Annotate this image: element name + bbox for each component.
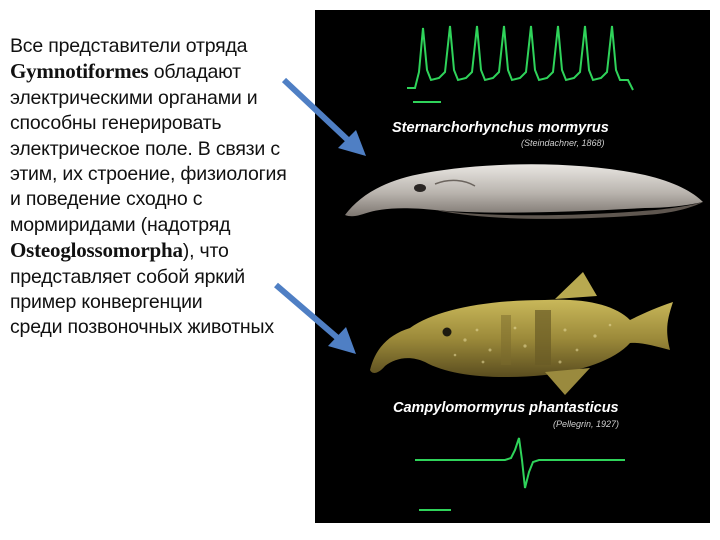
species-caption-top: Sternarchorhynchus mormyrus	[392, 120, 609, 136]
text-line: электрическими органами и	[10, 86, 258, 109]
taxon-gymnotiformes: Gymnotiformes	[10, 59, 149, 84]
figure-graphics	[315, 10, 710, 523]
taxon-osteoglossomorpha: Osteoglossomorpha	[10, 238, 183, 263]
authority-caption-bottom: (Pellegrin, 1927)	[553, 419, 620, 429]
text-line: пример конвергенции	[10, 291, 203, 314]
authority-caption-top: (Steindachner, 1868)	[521, 138, 605, 148]
fish-figure-panel	[315, 10, 710, 523]
text-line	[10, 238, 310, 264]
text-line: представляет собой яркий	[10, 265, 245, 288]
species-caption-bottom: Campylomormyrus phantasticus	[393, 400, 619, 416]
fish-image-sternarchorhynchus	[345, 164, 703, 219]
slide-text	[10, 34, 310, 341]
text-line: электрическое поле. В связи с	[10, 137, 280, 160]
text-line: и поведение сходно с	[10, 188, 203, 211]
text-fragment: ), что	[182, 240, 229, 263]
text-line: мормиридами (надотряд	[10, 213, 231, 236]
text-line: этим, их строение, физиология	[10, 163, 287, 186]
text-line: способны генерировать	[10, 112, 222, 135]
text-line	[10, 59, 310, 85]
text-fragment: обладают	[148, 61, 241, 84]
fish-image-campylomormyrus	[370, 272, 673, 395]
text-line: Все представители отряда	[10, 35, 248, 57]
eod-wave-trace	[407, 26, 633, 90]
text-line: среди позвоночных животных	[10, 316, 274, 339]
eod-pulse-trace	[415, 438, 625, 488]
